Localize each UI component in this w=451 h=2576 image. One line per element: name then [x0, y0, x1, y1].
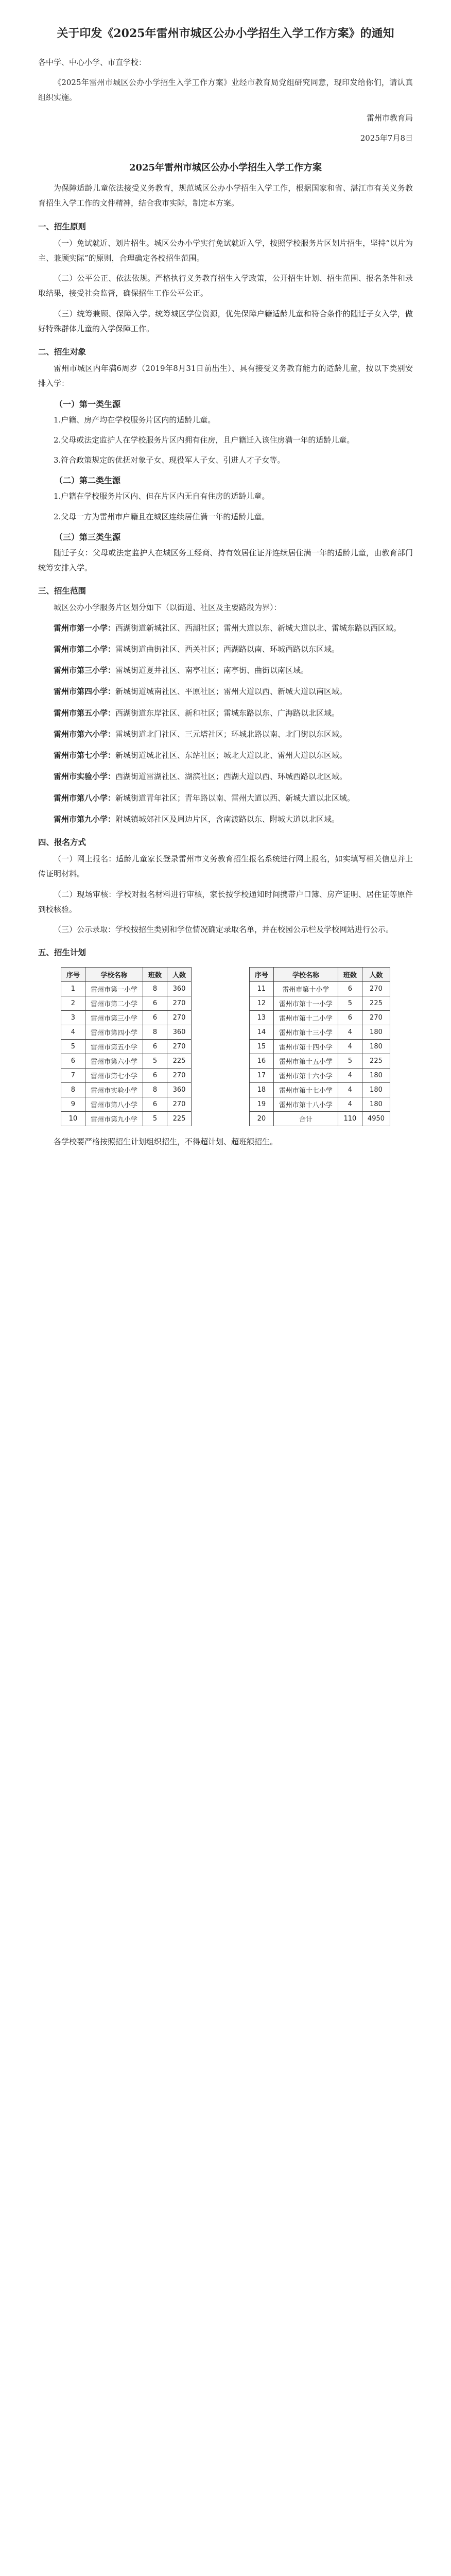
table-cell: 225: [362, 1054, 390, 1069]
school-name: 雷州市实验小学：: [54, 772, 116, 782]
notice-body: 《2025年雷州市城区公办小学招生入学工作方案》业经市教育局党组研究同意，现印发给你们，请认真组织实施。: [38, 78, 413, 103]
table-cell: 雷州市第十四小学: [273, 1040, 338, 1054]
table-body: [61, 982, 191, 1126]
school-scope-item: [38, 642, 413, 657]
school-scope-item: [38, 791, 413, 806]
school-scope-item: [38, 748, 413, 763]
school-scope-item: [38, 663, 413, 678]
table-cell: 18: [249, 1083, 273, 1097]
table-cell: 6: [61, 1054, 85, 1069]
closing-text: 各学校要严格按照招生计划组织招生，不得超计划、超班额招生。: [54, 1137, 278, 1147]
registration-item: （二）现场审核：学校对报名材料进行审核，家长按学校通知时间携带户口簿、房产证明、居住证等原件到校核验。: [38, 889, 413, 914]
school-scope-desc: 新城街道青年社区；青年路以南、雷州大道以西、新城大道以北区域。: [115, 793, 355, 803]
table-row: [249, 1011, 390, 1025]
table-cell: 5: [143, 1054, 167, 1069]
school-scope-item: [38, 727, 413, 742]
table-row: [249, 1040, 390, 1054]
category-item: 随迁子女：父母或法定监护人在城区务工经商、持有效居住证并连续居住满一年的适龄儿童，由教育部门统筹安排入学。: [38, 548, 413, 573]
plan-title: 2025年雷州市城区公办小学招生入学工作方案: [129, 162, 322, 174]
table-cell: 5: [338, 1054, 362, 1069]
school-scope-desc: 新城街道城北社区、东站社区；城北大道以北、雷州大道以东区域。: [115, 751, 348, 760]
table-cell: 4: [338, 1025, 362, 1040]
table-row: [61, 1054, 191, 1069]
table-cell: 16: [249, 1054, 273, 1069]
table-cell: 4950: [362, 1112, 390, 1126]
section-targets-heading: 二、招生对象: [38, 347, 86, 357]
table-cell: 雷州市第十六小学: [273, 1069, 338, 1083]
school-scope-desc: 西湖街道新城社区、西湖社区；雷州大道以东、新城大道以北、雷城东路以西区域。: [115, 623, 402, 633]
table-row: [61, 1069, 191, 1083]
table-cell: 270: [167, 1011, 191, 1025]
plan-intro: 为保障适龄儿童依法接受义务教育，规范城区公办小学招生入学工作，根据国家和省、湛江市有关义务教育招生入学工作的文件精神，结合我市实际，制定本方案。: [38, 183, 413, 208]
table-cell: 17: [249, 1069, 273, 1083]
table-cell: 180: [362, 1097, 390, 1112]
table-cell: 225: [167, 1112, 191, 1126]
category-item: 2.父母或法定监护人在学校服务片区内拥有住房，且户籍迁入该住房满一年的适龄儿童。: [54, 435, 355, 445]
school-name: 雷州市第一小学：: [54, 623, 116, 633]
table-cell: 8: [61, 1083, 85, 1097]
table-cell: 20: [249, 1112, 273, 1126]
notice-salutation: 各中学、中心小学、市直学校：: [38, 57, 147, 67]
table-cell: 雷州市第十五小学: [273, 1054, 338, 1069]
school-scope-desc: 雷城街道曲街社区、西关社区；西湖路以南、环城西路以东区域。: [115, 644, 340, 654]
table-row: [61, 1040, 191, 1054]
school-scope-item: [38, 769, 413, 784]
table-cell: 雷州市第三小学: [85, 1011, 143, 1025]
school-name: 雷州市第五小学：: [54, 708, 116, 718]
table-cell: 4: [61, 1025, 85, 1040]
table-cell: 19: [249, 1097, 273, 1112]
category-one-heading: （一）第一类生源: [55, 399, 121, 409]
table-cell: 180: [362, 1083, 390, 1097]
notice-title: 关于印发《2025年雷州市城区公办小学招生入学工作方案》的通知: [57, 27, 394, 40]
table-header: 班数: [338, 968, 362, 982]
table-row: [249, 1025, 390, 1040]
table-cell: 270: [167, 996, 191, 1011]
table-cell: 12: [249, 996, 273, 1011]
table-cell: 2: [61, 996, 85, 1011]
table-cell: 雷州市第十二小学: [273, 1011, 338, 1025]
school-scope-desc: 雷城街道夏井社区、南亭社区；南亭街、曲街以南区域。: [115, 666, 309, 675]
table-row: [249, 1112, 390, 1126]
table-cell: 180: [362, 1040, 390, 1054]
registration-item: （一）网上报名：适龄儿童家长登录雷州市义务教育招生报名系统进行网上报名，如实填写相关信息并上传证明材料。: [38, 854, 413, 879]
table-header: 学校名称: [85, 968, 143, 982]
category-item: 3.符合政策规定的优抚对象子女、现役军人子女、引进人才子女等。: [54, 455, 285, 465]
table-cell: 360: [167, 1083, 191, 1097]
table-cell: 雷州市第五小学: [85, 1040, 143, 1054]
enrollment-table-left: [61, 967, 192, 1126]
table-row: [249, 1097, 390, 1112]
notice-date: 2025年7月8日: [360, 133, 413, 143]
table-cell: 1: [61, 982, 85, 996]
school-scope-desc: 西湖街道雷湖社区、湖滨社区；西湖大道以西、环城西路以北区域。: [115, 772, 348, 782]
school-scope-desc: 西湖街道东岸社区、新和社区；雷城东路以东、广海路以北区域。: [115, 708, 340, 718]
table-row: [61, 1025, 191, 1040]
table-row: [61, 996, 191, 1011]
table-cell: 雷州市第十三小学: [273, 1025, 338, 1040]
table-cell: 雷州市第八小学: [85, 1097, 143, 1112]
table-cell: 180: [362, 1069, 390, 1083]
category-two-heading: （二）第二类生源: [55, 476, 121, 486]
table-cell: 8: [143, 1025, 167, 1040]
table-cell: 雷州市实验小学: [85, 1083, 143, 1097]
table-cell: 8: [143, 1083, 167, 1097]
school-name: 雷州市第七小学：: [54, 751, 116, 760]
school-name: 雷州市第八小学：: [54, 793, 116, 803]
table-cell: 5: [338, 996, 362, 1011]
table-cell: 雷州市第一小学: [85, 982, 143, 996]
table-row: [61, 982, 191, 996]
table-cell: 360: [167, 1025, 191, 1040]
table-cell: 雷州市第十八小学: [273, 1097, 338, 1112]
table-cell: 14: [249, 1025, 273, 1040]
table-header: 人数: [167, 968, 191, 982]
notice-issuer: 雷州市教育局: [366, 113, 413, 123]
category-item: 1.户籍在学校服务片区内、但在片区内无自有住房的适龄儿童。: [54, 492, 270, 501]
table-cell: 360: [167, 982, 191, 996]
section-scope-heading: 三、招生范围: [38, 586, 86, 596]
table-cell: 雷州市第七小学: [85, 1069, 143, 1083]
school-name: 雷州市第二小学：: [54, 644, 116, 654]
table-row: [249, 1054, 390, 1069]
school-scope-item: [38, 706, 413, 721]
targets-intro: 雷州市城区内年满6周岁（2019年8月31日前出生）、具有接受义务教育能力的适龄儿童，按以下类别安排入学：: [38, 364, 413, 388]
table-row: [249, 1069, 390, 1083]
table-cell: 4: [338, 1069, 362, 1083]
table-row: [249, 982, 390, 996]
table-cell: 雷州市第二小学: [85, 996, 143, 1011]
table-cell: 180: [362, 1025, 390, 1040]
school-scope-list: [38, 621, 413, 827]
table-row: [249, 996, 390, 1011]
section-plan-heading: 五、招生计划: [38, 947, 86, 958]
school-scope-item: [38, 684, 413, 699]
table-row: [61, 1097, 191, 1112]
principle-item: （三）统筹兼顾、保障入学。统筹城区学位资源，优先保障户籍适龄儿童和符合条件的随迁子女入学，做好特殊群体儿童的入学保障工作。: [38, 309, 413, 333]
table-cell: 雷州市第十七小学: [273, 1083, 338, 1097]
enrollment-tables: [38, 962, 413, 1134]
table-cell: 225: [167, 1054, 191, 1069]
school-scope-desc: 附城镇城郊社区及周边片区，含南渡路以东、附城大道以北区域。: [115, 814, 340, 824]
section-principles-heading: 一、招生原则: [38, 221, 86, 231]
table-cell: 雷州市第十小学: [273, 982, 338, 996]
table-cell: 合计: [273, 1112, 338, 1126]
school-scope-item: [38, 621, 413, 636]
section-registration-heading: 四、报名方式: [38, 837, 86, 848]
table-header: 人数: [362, 968, 390, 982]
table-header: 学校名称: [273, 968, 338, 982]
table-header: 序号: [249, 968, 273, 982]
school-scope-item: [38, 812, 413, 827]
table-cell: 6: [143, 1011, 167, 1025]
table-cell: 15: [249, 1040, 273, 1054]
table-cell: 雷州市第六小学: [85, 1054, 143, 1069]
table-cell: 6: [143, 1097, 167, 1112]
table-header: 班数: [143, 968, 167, 982]
table-cell: 4: [338, 1040, 362, 1054]
table-row: [61, 1112, 191, 1126]
table-cell: 225: [362, 996, 390, 1011]
principle-item: （二）公平公正、依法依规。严格执行义务教育招生入学政策，公开招生计划、招生范围、报名条件和录取结果，接受社会监督，确保招生工作公平公正。: [38, 274, 413, 298]
category-three-heading: （三）第三类生源: [55, 532, 121, 542]
table-cell: 270: [167, 1040, 191, 1054]
scope-intro: 城区公办小学服务片区划分如下（以街道、社区及主要路段为界）：: [54, 603, 282, 613]
table-cell: 5: [143, 1112, 167, 1126]
table-body: [249, 982, 390, 1126]
table-row: [61, 1011, 191, 1025]
table-cell: 8: [143, 982, 167, 996]
enrollment-table-right: [249, 967, 390, 1126]
table-cell: 3: [61, 1011, 85, 1025]
school-name: 雷州市第九小学：: [54, 814, 116, 824]
table-cell: 雷州市第十一小学: [273, 996, 338, 1011]
category-item: 2.父母一方为雷州市户籍且在城区连续居住满一年的适龄儿童。: [54, 512, 270, 521]
table-cell: 6: [143, 996, 167, 1011]
table-cell: 270: [362, 982, 390, 996]
school-scope-desc: 新城街道城南社区、平原社区；雷州大道以西、新城大道以南区域。: [115, 687, 348, 697]
table-cell: 270: [167, 1069, 191, 1083]
school-name: 雷州市第六小学：: [54, 729, 116, 739]
table-cell: 6: [338, 1011, 362, 1025]
school-scope-desc: 雷城街道北门社区、三元塔社区；环城北路以南、北门街以东区域。: [115, 729, 348, 739]
document-page: [0, 0, 451, 1176]
table-cell: 7: [61, 1069, 85, 1083]
table-cell: 6: [143, 1040, 167, 1054]
table-cell: 270: [167, 1097, 191, 1112]
table-cell: 10: [61, 1112, 85, 1126]
table-cell: 5: [61, 1040, 85, 1054]
table-header: 序号: [61, 968, 85, 982]
table-cell: 6: [338, 982, 362, 996]
table-cell: 9: [61, 1097, 85, 1112]
table-cell: 4: [338, 1083, 362, 1097]
table-cell: 雷州市第九小学: [85, 1112, 143, 1126]
table-cell: 4: [338, 1097, 362, 1112]
table-cell: 6: [143, 1069, 167, 1083]
table-cell: 雷州市第四小学: [85, 1025, 143, 1040]
table-cell: 110: [338, 1112, 362, 1126]
table-cell: 270: [362, 1011, 390, 1025]
table-cell: 11: [249, 982, 273, 996]
school-name: 雷州市第三小学：: [54, 666, 116, 675]
registration-item: （三）公示录取：学校按招生类别和学位情况确定录取名单，并在校园公示栏及学校网站进行公示。: [54, 925, 394, 935]
table-row: [61, 1083, 191, 1097]
table-cell: 13: [249, 1011, 273, 1025]
table-row: [249, 1083, 390, 1097]
principle-item: （一）免试就近、划片招生。城区公办小学实行免试就近入学，按照学校服务片区划片招生，坚持“以片为主、兼顾实际”的原则，合理确定各校招生范围。: [38, 238, 413, 263]
school-name: 雷州市第四小学：: [54, 687, 116, 697]
category-item: 1.户籍、房产均在学校服务片区内的适龄儿童。: [54, 415, 216, 425]
